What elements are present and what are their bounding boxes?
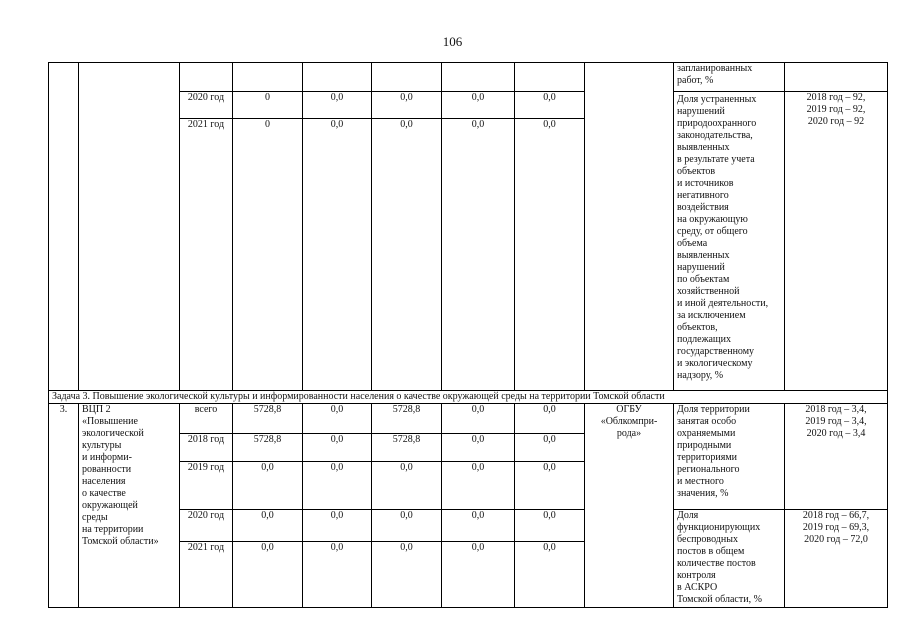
- value-cell: 0,0: [303, 119, 372, 391]
- value-cell: 0,0: [515, 119, 585, 391]
- value-cell: 0,0: [442, 510, 515, 542]
- value-cell: 5728,8: [233, 434, 303, 462]
- value-cell: 0,0: [303, 404, 372, 434]
- value-cell: 0,0: [515, 92, 585, 119]
- target-cell: 2018 год – 92, 2019 год – 92, 2020 год – 92: [785, 92, 888, 391]
- target-cell: 2018 год – 66,7, 2019 год – 69,3, 2020 год – 72,0: [785, 510, 888, 608]
- year-cell: 2019 год: [180, 462, 233, 510]
- value-cell: 0,0: [303, 542, 372, 608]
- indicator-cell: Доля устраненных нарушений природоохранного законодательства, выявленных в результате учета объектов и источников негативного воздействия на окружающую среду, от общего объема выявленных нарушений по объектам хозяйственной и иной деятельности, за исключением объектов, подлежащих государственному и экологическому надзору, %: [674, 92, 785, 391]
- item-name: ВЦП 2 «Повышение экологической культуры и информи- рованности населения о качестве окружающей среды на территории Томской области»: [79, 404, 180, 608]
- executor-cell: [585, 63, 674, 391]
- lineno-cell: [49, 63, 79, 391]
- value-cell: 0,0: [303, 92, 372, 119]
- target-cell: [785, 63, 888, 92]
- year-cell: 2020 год: [180, 510, 233, 542]
- value-cell: 0,0: [303, 434, 372, 462]
- value-cell: 0,0: [515, 462, 585, 510]
- executor-cell: ОГБУ «Облкомпри- рода»: [585, 404, 674, 608]
- year-cell: 2020 год: [180, 92, 233, 119]
- value-cell: 0,0: [515, 404, 585, 434]
- indicator-cell: Доля территории занятая особо охраняемыми природными территориями регионального и местного значения, %: [674, 404, 785, 510]
- value-cell: 0,0: [442, 542, 515, 608]
- item-number: 3.: [49, 404, 79, 608]
- page-number: 106: [442, 34, 463, 49]
- value-cell: 0: [233, 119, 303, 391]
- table-row: [49, 404, 888, 434]
- value-cell: 0,0: [372, 542, 442, 608]
- task-row: [49, 391, 888, 404]
- year-cell: 2021 год: [180, 119, 233, 391]
- value-cell: 0,0: [372, 510, 442, 542]
- value-cell: 0,0: [442, 92, 515, 119]
- target-cell: 2018 год – 3,4, 2019 год – 3,4, 2020 год – 3,4: [785, 404, 888, 510]
- value-cell: 0,0: [442, 404, 515, 434]
- year-cell: 2021 год: [180, 542, 233, 608]
- year-cell: 2018 год: [180, 434, 233, 462]
- value-cell: 0,0: [515, 434, 585, 462]
- year-cell: [180, 63, 233, 92]
- value-cell: 0,0: [442, 119, 515, 391]
- indicator-cell: запланированных работ, %: [674, 63, 785, 92]
- value-cell: 0,0: [233, 510, 303, 542]
- value-cell: 0,0: [303, 462, 372, 510]
- value-cell: 0,0: [372, 462, 442, 510]
- value-cell: 0,0: [515, 510, 585, 542]
- value-cell: 5728,8: [372, 404, 442, 434]
- year-cell: всего: [180, 404, 233, 434]
- task-title: Задача 3. Повышение экологической культуры и информированности населения о качестве окружающей среды на территории Томской области: [49, 391, 888, 404]
- value-cell: 0,0: [233, 462, 303, 510]
- value-cell: 0,0: [442, 462, 515, 510]
- table-row: [49, 63, 888, 92]
- indicator-cell: Доля функционирующих беспроводных постов в общем количестве постов контроля в АСКРО Томской области, %: [674, 510, 785, 608]
- value-cell: 5728,8: [372, 434, 442, 462]
- program-table: [48, 62, 888, 608]
- value-cell: 0: [233, 92, 303, 119]
- value-cell: 0,0: [515, 542, 585, 608]
- name-cell: [79, 63, 180, 391]
- value-cell: 0,0: [372, 92, 442, 119]
- value-cell: 0,0: [233, 542, 303, 608]
- value-cell: 0,0: [442, 434, 515, 462]
- value-cell: 5728,8: [233, 404, 303, 434]
- value-cell: 0,0: [372, 119, 442, 391]
- value-cell: 0,0: [303, 510, 372, 542]
